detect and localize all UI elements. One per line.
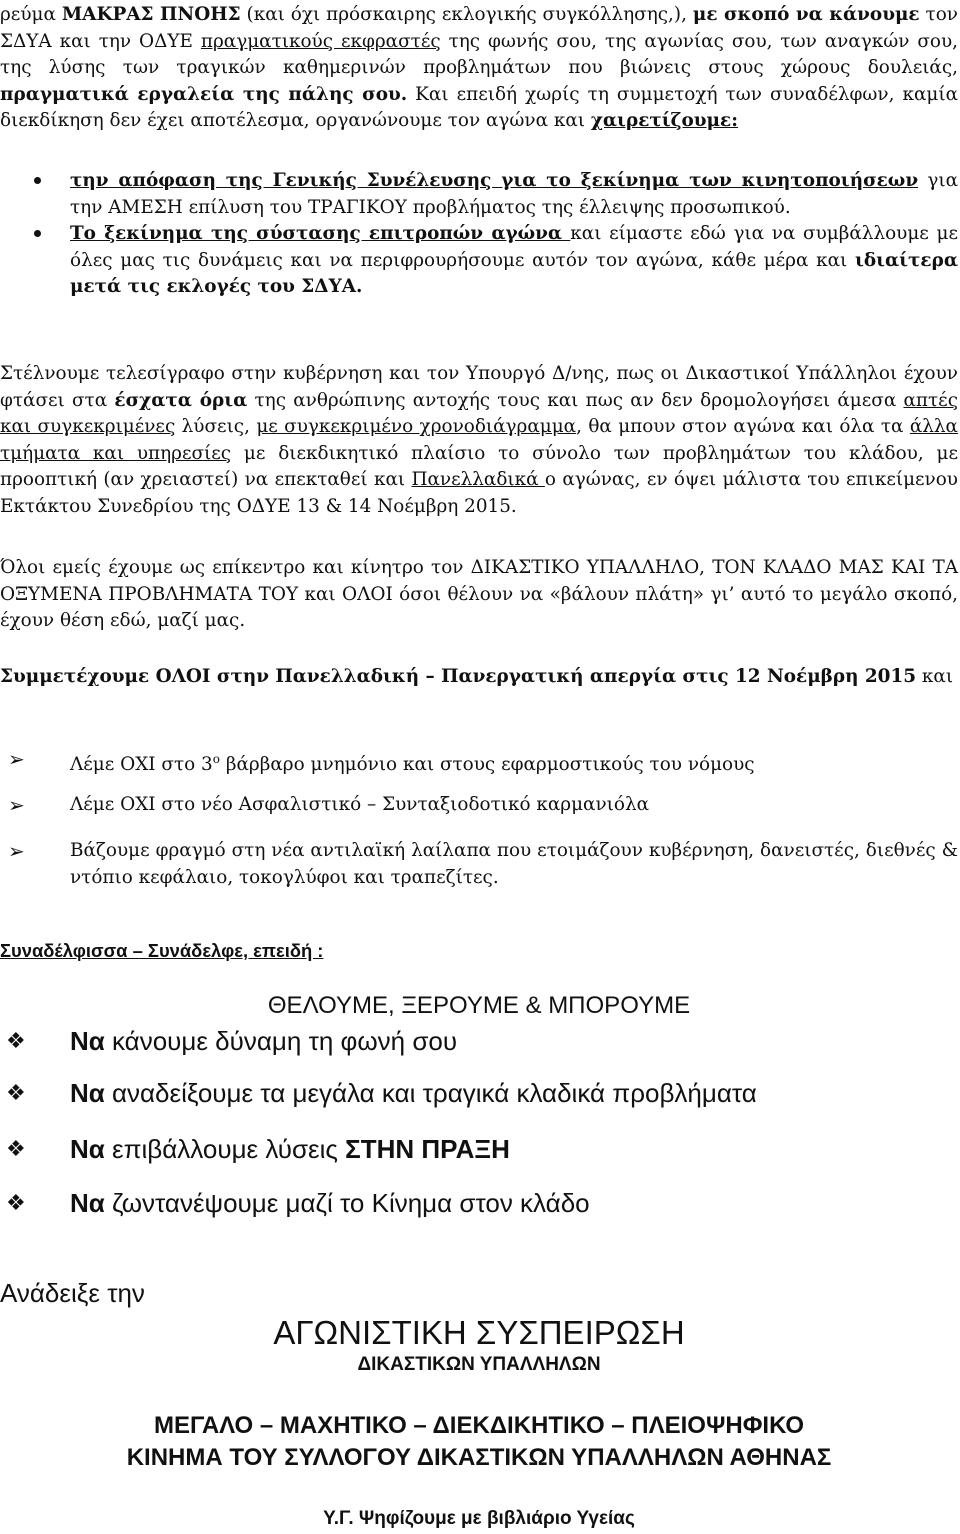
colleague-heading: Συναδέλφισσα – Συνάδελφε, επειδή : (0, 940, 324, 961)
list-item (0, 1026, 958, 1057)
text-bold-underlined: την απόφαση της Γενικής Συνέλευσης για το ξεκίνημα των κινητοποιήσεων (70, 170, 919, 191)
text-bold: με σκοπό να κάνουμε (692, 4, 920, 25)
diamond-bullet-icon: ❖ (6, 1029, 26, 1054)
text: ο αγώνας, εν όψει μάλιστα του επικείμενου Εκτάκτου Συνεδρίου της ΟΔΥΕ 13 & 14 Νοέμβρη 2015. (0, 469, 958, 517)
text-underlined: Πανελλαδικά (411, 469, 545, 490)
vote-text: Ανάδειξε την (0, 1278, 145, 1308)
text-bold: ιδιαίτερα μετά τις εκλογές του ΣΔΥΑ. (70, 249, 958, 297)
group-name: ΑΓΩΝΙΣΤΙΚΗ ΣΥΣΠΕΙΡΩΣΗ (273, 1314, 685, 1351)
slogan-line-2: ΚΙΝΗΜΑ ΤΟΥ ΣΥΛΛΟΓΟΥ ΔΙΚΑΣΤΙΚΩΝ ΥΠΑΛΛΗΛΩΝ ΑΘΗΝΑΣ (126, 1444, 832, 1471)
intro-paragraph (0, 2, 958, 135)
text: επιβάλλουμε λύσεις (104, 1134, 346, 1164)
text-bold: πραγματικά εργαλεία της πάλης σου. (0, 83, 408, 105)
superscript: ο (212, 752, 220, 766)
text: αναδείξουμε τα μεγάλα και τραγικά κλαδικά προβλήματα (104, 1078, 757, 1108)
text-bold: Να (70, 1026, 105, 1056)
list-item (0, 838, 958, 891)
list-item (0, 168, 958, 221)
text-bold: ΜΑΚΡΑΣ ΠΝΟΗΣ (61, 4, 241, 25)
text-bold-underlined: χαιρετίζουμε: (590, 110, 738, 131)
list-item (0, 1134, 958, 1165)
text-bold: Συμμετέχουμε ΟΛΟΙ στην Πανελλαδική – Πανεργατική απεργία στις 12 Νοέμβρη 2015 (0, 666, 917, 687)
text: και (916, 666, 954, 687)
text-bold-underlined: Το ξεκίνημα της σύστασης επιτροπών αγώνα (70, 223, 571, 244)
text: της ανθρώπινης αντοχής τους και πως αν δεν δρομολογήσει άμεσα (247, 389, 904, 411)
list-item (0, 746, 958, 779)
text-bold: ΣΤΗΝ ΠΡΑΞΗ (345, 1134, 510, 1164)
text: της φωνής σου, της αγωνίας σου, των αναγκών σου, της λύσης των τραγικών καθημερινών προβλημάτων που βιώνεις στους χώρους δουλειάς, (0, 30, 958, 78)
list-item (0, 221, 958, 301)
list-item (0, 1078, 958, 1109)
ultimatum-paragraph (0, 361, 958, 520)
text: Λέμε ΟΧΙ στο 3 (70, 754, 213, 776)
diamond-bullet-icon: ❖ (6, 1191, 26, 1216)
arrow-bullet-icon: ➢ (8, 839, 25, 863)
arrow-bullet-icon: ➢ (8, 747, 25, 771)
text: κάνουμε δύναμη τη φωνή σου (104, 1026, 458, 1056)
text: τον ΣΔΥΑ και την ΟΔΥΕ (0, 4, 958, 52)
text: ρεύμα (0, 4, 62, 25)
text: Στέλνουμε τελεσίγραφο στην κυβέρνηση και τον Υπουργό Δ/νης, πως οι Δικαστικοί Υπάλληλοι έχουν φτάσει στα (0, 363, 958, 411)
text: Λέμε ΟΧΙ στο νέο Ασφαλιστικό – Συνταξιοδοτικό καρμανιόλα (70, 794, 650, 815)
text: για την ΑΜΕΣΗ επίλυση του ΤΡΑΓΙΚΟΥ προβλήματος της έλλειψης προσωπικού. (70, 170, 958, 218)
text-bold: έσχατα όρια (114, 389, 248, 411)
text-underlined: με συγκεκριμένο χρονοδιάγραμμα (256, 416, 577, 437)
text: (και όχι πρόσκαιρης εκλογικής συγκόλλησης,), (240, 4, 693, 25)
arrow-bullet-icon: ➢ (8, 793, 25, 817)
text: Βάζουμε φραγμό στη νέα αντιλαϊκή λαίλαπα που ετοιμάζουν κυβέρνηση, δανειστές, διεθνές & ντόπιο κεφάλαιο, τοκογλύφοι και τραπεζίτες. (70, 840, 958, 888)
text: και είμαστε εδώ για να συμβάλλουμε με όλες μας τις δυνάμεις και να περιφρουρήσουμε αυτόν τον αγώνα, κάθε μέρα και (70, 223, 958, 271)
text: Και επειδή χωρίς τη συμμετοχή των συναδέλφων, καμία διεκδίκηση δεν έχει αποτέλεσμα, οργανώνουμε τον αγώνα και (0, 83, 958, 131)
slogan-line-1: ΜΕΓΑΛΟ – ΜΑΧΗΤΙΚΟ – ΔΙΕΚΔΙΚΗΤΙΚΟ – ΠΛΕΙΟΨΗΦΙΚΟ (154, 1412, 804, 1439)
text: , θα μπουν στον αγώνα και όλα τα (576, 416, 910, 437)
text-underlined: απτές και συγκεκριμένες (0, 389, 958, 437)
group-subtitle: ΔΙΚΑΣΤΙΚΩΝ ΥΠΑΛΛΗΛΩΝ (357, 1354, 601, 1375)
text-underlined: άλλα τμήματα και υπηρεσίες (0, 416, 958, 464)
bullet-icon (0, 168, 70, 221)
postscript: Υ.Γ. Ψηφίζουμε με βιβλιάριο Υγείας (323, 1508, 635, 1529)
text-bold: Να (70, 1078, 105, 1108)
bullet-icon (0, 221, 70, 301)
list-item (0, 792, 958, 819)
all-of-us-paragraph: Όλοι εμείς έχουμε ως επίκεντρο και κίνητρο τον ΔΙΚΑΣΤΙΚΟ ΥΠΑΛΛΗΛΟ, ΤΟΝ ΚΛΑΔΟ ΜΑΣ ΚΑΙ ΤΑ ΟΞΥΜΕΝΑ ΠΡΟΒΛΗΜΑΤΑ ΤΟΥ και ΟΛΟΙ όσοι θέλουν να «βάλουν πλάτη» γι’ αυτό το μεγάλο σκοπό, έχουν θέση εδώ, μαζί μας. (0, 557, 958, 631)
text-bold: Να (70, 1188, 105, 1218)
list-item (0, 1188, 958, 1219)
bullet-list (0, 168, 958, 301)
text: βάρβαρο μνημόνιο και στους εφαρμοστικούς του νόμους (220, 754, 755, 776)
text-bold: Να (70, 1134, 105, 1164)
text-underlined: πραγματικούς εκφραστές (200, 30, 441, 52)
text: με διεκδικητικό πλαίσιο το σύνολο των προβλημάτων του κλάδου, με προοπτική (αν χρειαστεί) να επεκταθεί και (0, 442, 958, 490)
text: λύσεις, (175, 416, 257, 437)
diamond-bullet-icon: ❖ (6, 1081, 26, 1106)
diamond-bullet-icon: ❖ (6, 1137, 26, 1162)
strike-paragraph (0, 664, 958, 691)
text: ζωντανέψουμε μαζί το Κίνημα στον κλάδο (104, 1188, 590, 1218)
want-heading: ΘΕΛΟΥΜΕ, ΞΕΡΟΥΜΕ & ΜΠΟΡΟΥΜΕ (267, 992, 691, 1019)
